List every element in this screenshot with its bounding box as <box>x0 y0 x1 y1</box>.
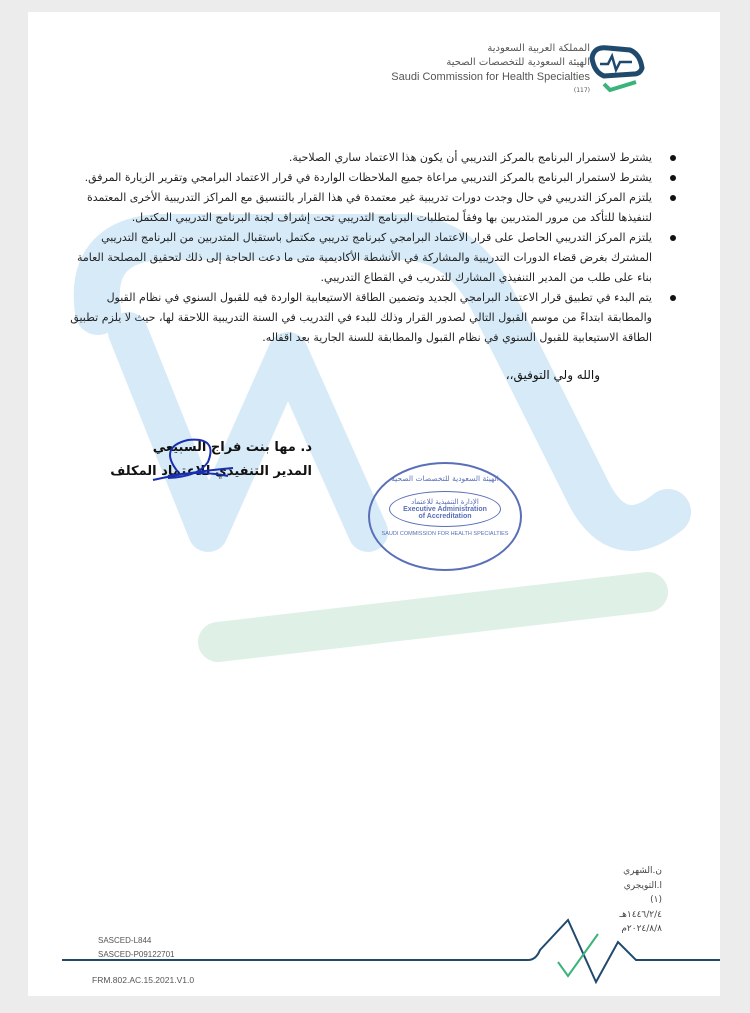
signatory-title: المدير التنفيذي للاعتماد المكلف <box>110 464 312 479</box>
stamp-en-center2: of Accreditation <box>418 513 472 520</box>
list-item: يشترط لاستمرار البرنامج بالمركز التدريبي مراعاة جميع الملاحظات الواردة في قرار الاعتماد البرامجي وتقرير الزيارة المرفق. <box>60 168 680 188</box>
document-page <box>28 12 720 996</box>
list-item: يتم البدء في تطبيق قرار الاعتماد البرامجي الجديد وتضمين الطاقة الاستيعابية الواردة فيه للقبول السنوي في نظام القبول والمطابقة ابتداءً من موسم القبول التالي لصدور القرار وذلك للبدء في التدريب في السنة التدريبية اللاحقة لها، حيث لا يلزم تطبيق الطاقة الاستيعابية للقبول السنوي في نظام القبول والمطابقة للسنة الجارية بعد اقفاله. <box>60 288 680 348</box>
form-code: FRM.802.AC.15.2021.V1.0 <box>92 975 195 985</box>
stamp-ar-center: الإدارة التنفيذية للاعتماد <box>411 498 479 506</box>
header-en-line: Saudi Commission for Health Specialties <box>391 71 590 83</box>
ref-line: ن.الشهري <box>623 866 662 876</box>
ref-line: ا.التويجري <box>623 880 662 891</box>
code-line: SASCED-L844 <box>98 936 152 945</box>
list-item: يشترط لاستمرار البرنامج بالمركز التدريبي أن يكون هذا الاعتماد ساري الصلاحية. <box>60 148 680 168</box>
code-line: SASCED-P09122701 <box>98 950 175 959</box>
stamp-en-center1: Executive Administration <box>403 506 487 513</box>
signature-image <box>148 432 238 482</box>
list-item: يلتزم المركز التدريبي الحاصل على قرار الاعتماد البرامجي كبرنامج تدريبي مكتمل باستقبال المتدربين من البرنامج التدريبي المشترك بغرض قضاء الدورات التدريبية والمشاركة في الأنشطة الأكاديمية متى ما دعت الحاجة إلى ذلك لتحقيق المصلحة العامة بناء على طلب من المدير التنفيذي المشارك للتدريب في القطاع التدريبي. <box>60 228 680 288</box>
list-item: يلتزم المركز التدريبي في حال وجدت دورات تدريبية غير معتمدة في هذا القرار بالتنسيق مع المراكز التدريبية الأخرى المعتمدة لتنفيذها للتأكد من مرور المتدربين بها وفقاً لمتطلبات البرنامج التدريبي تحت إشراف لجنة البرنامج التدريبي المكتمل. <box>60 188 680 228</box>
stamp-arc-bottom: SAUDI COMMISSION FOR HEALTH SPECIALTIES <box>381 531 509 537</box>
closing-text: والله ولي التوفيق،، <box>505 368 600 382</box>
header-ar-line1: المملكة العربية السعودية <box>487 43 590 54</box>
scfhs-logo-icon <box>584 40 654 94</box>
ref-line: ٢٠٢٤/٨/٨م <box>621 924 662 934</box>
header-ar-line2: الهيئة السعودية للتخصصات الصحية <box>446 57 590 68</box>
header-number: (117) <box>573 87 590 94</box>
ref-line: ١٤٤٦/٢/٤هـ <box>619 909 662 920</box>
stamp-arc-top: الهيئة السعودية للتخصصات الصحية <box>391 474 499 483</box>
conditions-list <box>60 148 680 348</box>
ref-line: (١) <box>650 895 662 905</box>
signatory-name: د. مها بنت فراج السبيعي <box>152 440 312 455</box>
header-text <box>391 42 590 98</box>
